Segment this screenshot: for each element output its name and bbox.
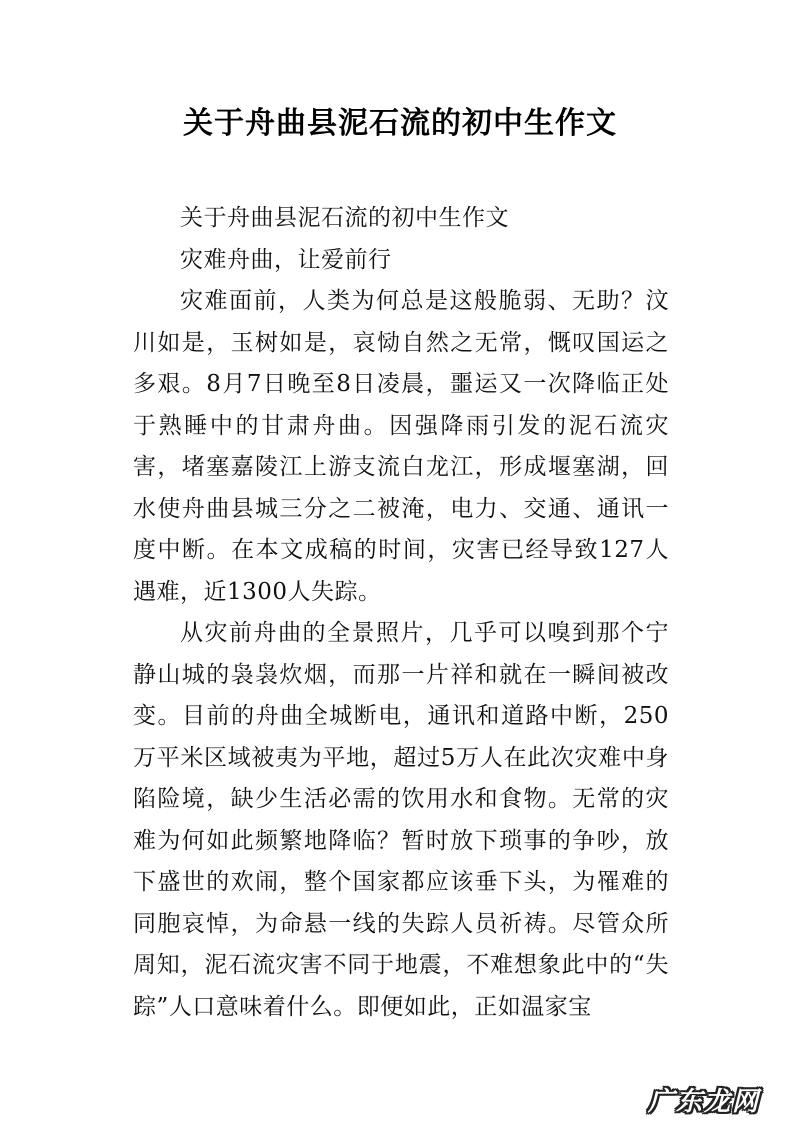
document-body (133, 198, 669, 1028)
paragraph: 从灾前舟曲的全景照片，几乎可以嗅到那个宁静山城的袅袅炊烟，而那一片祥和就在一瞬间被改变。目前的舟曲全城断电，通讯和道路中断，250万平米区域被夷为平地，超过5万人在此次灾难中身陷险境，缺少生活必需的饮用水和食物。无常的灾难为何如此频繁地降临？暂时放下琐事的争吵，放下盛世的欢闹，整个国家都应该垂下头，为罹难的同胞哀悼，为命悬一线的失踪人员祈祷。尽管众所周知，泥石流灾害不同于地震，不难想象此中的“失踪”人口意味着什么。即便如此，正如温家宝 (133, 620, 669, 1020)
paragraph-heading: 灾难舟曲，让爱前行 (180, 246, 392, 273)
paragraph: 灾难面前，人类为何总是这般脆弱、无助？汶川如是，玉树如是，哀恸自然之无常，慨叹国运之多艰。8月7日晚至8日凌晨，噩运又一次降临正处于熟睡中的甘肃舟曲。因强降雨引发的泥石流灾害，堵塞嘉陵江上游支流白龙江，形成堰塞湖，回水使舟曲县城三分之二被淹，电力、交通、通讯一度中断。在本文成稿的时间，灾害已经导致127人遇难，近1300人失踪。 (133, 288, 669, 605)
paragraph-subtitle: 关于舟曲县泥石流的初中生作文 (180, 205, 509, 231)
document-title: 关于舟曲县泥石流的初中生作文 (183, 106, 617, 141)
watermark-logo: 广东龙网 (647, 1087, 760, 1117)
